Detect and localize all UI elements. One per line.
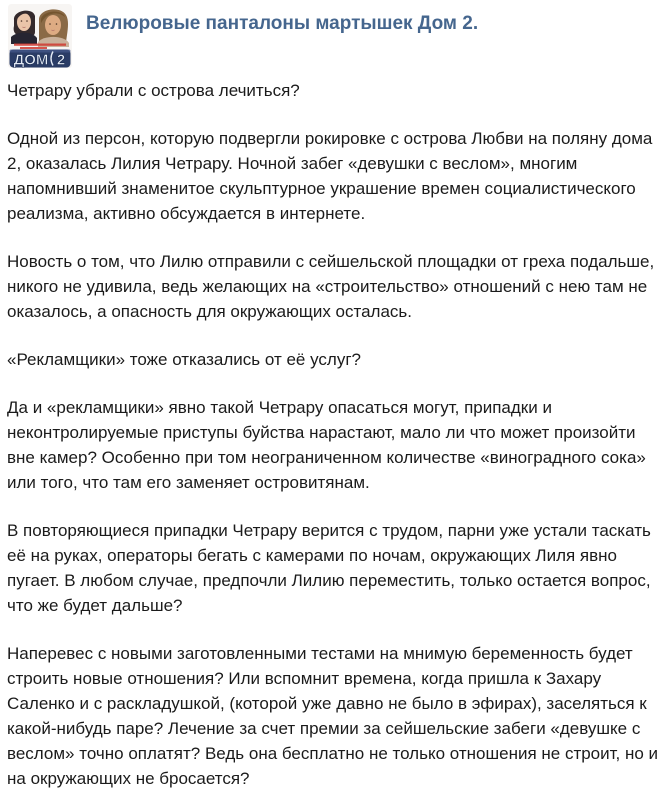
paragraph-subheading: «Рекламщики» тоже отказались от её услуг?: [7, 350, 361, 369]
logo-text-2: 2: [56, 51, 66, 68]
post-title[interactable]: Велюровые панталоны мартышек Дом 2.: [86, 13, 479, 34]
dom2-logo-image: [8, 4, 72, 68]
paragraph: Да и «рекламщики» явно такой Четрару опасаться могут, припадки и неконтролируемые приступы буйства нарастают, мало ли что может произойти вне камер? Особенно при том неограниченном количестве «виноградного сока» или того, что там его заменяет островитянам.: [7, 398, 646, 492]
paragraph: Одной из персон, которую подвергли рокировке с острова Любви на поляну дома 2, оказалась Лилия Четрару. Ночной забег «девушки с веслом», многим напомнивший знаменитое скульптурное украшение времен социалистического реализма, активно обсуждается в интернете.: [7, 129, 653, 223]
paragraph: Наперевес с новыми заготовленными тестами на мнимую беременность будет строить новые отношения? Или вспомнит времена, когда пришла к Захару Саленко и с раскладушкой, (которой уже давно не было в эфирах), заселяться к какой-нибудь паре? Лечение за счет премии за сейшельские забеги «девушке с веслом» точно оплатят? Ведь она бесплатно не только отношения не строит, но и на окружающих не бросается?: [7, 644, 659, 788]
paragraph: Новость о том, что Лилю отправили с сейшельской площадки от греха подальше, никого не удивила, ведь желающих на «строительство» отношений с нею там не оказалось, а опасность для окружающих осталась.: [7, 252, 655, 321]
paragraph-subheading: Четрару убрали с острова лечиться?: [7, 81, 300, 100]
logo-text-dom: ДОМ: [13, 51, 49, 68]
community-avatar[interactable]: [8, 4, 72, 68]
post-body: [7, 78, 663, 791]
post-header: [8, 4, 478, 68]
paragraph: В повторяющиеся припадки Четрару верится с трудом, парни уже устали таскать её на руках, операторы бегать с камерами по ночам, окружающих Лиля явно пугает. В любом случае, предпочли Лилию переместить, только остается вопрос, что же будет дальше?: [7, 521, 651, 615]
